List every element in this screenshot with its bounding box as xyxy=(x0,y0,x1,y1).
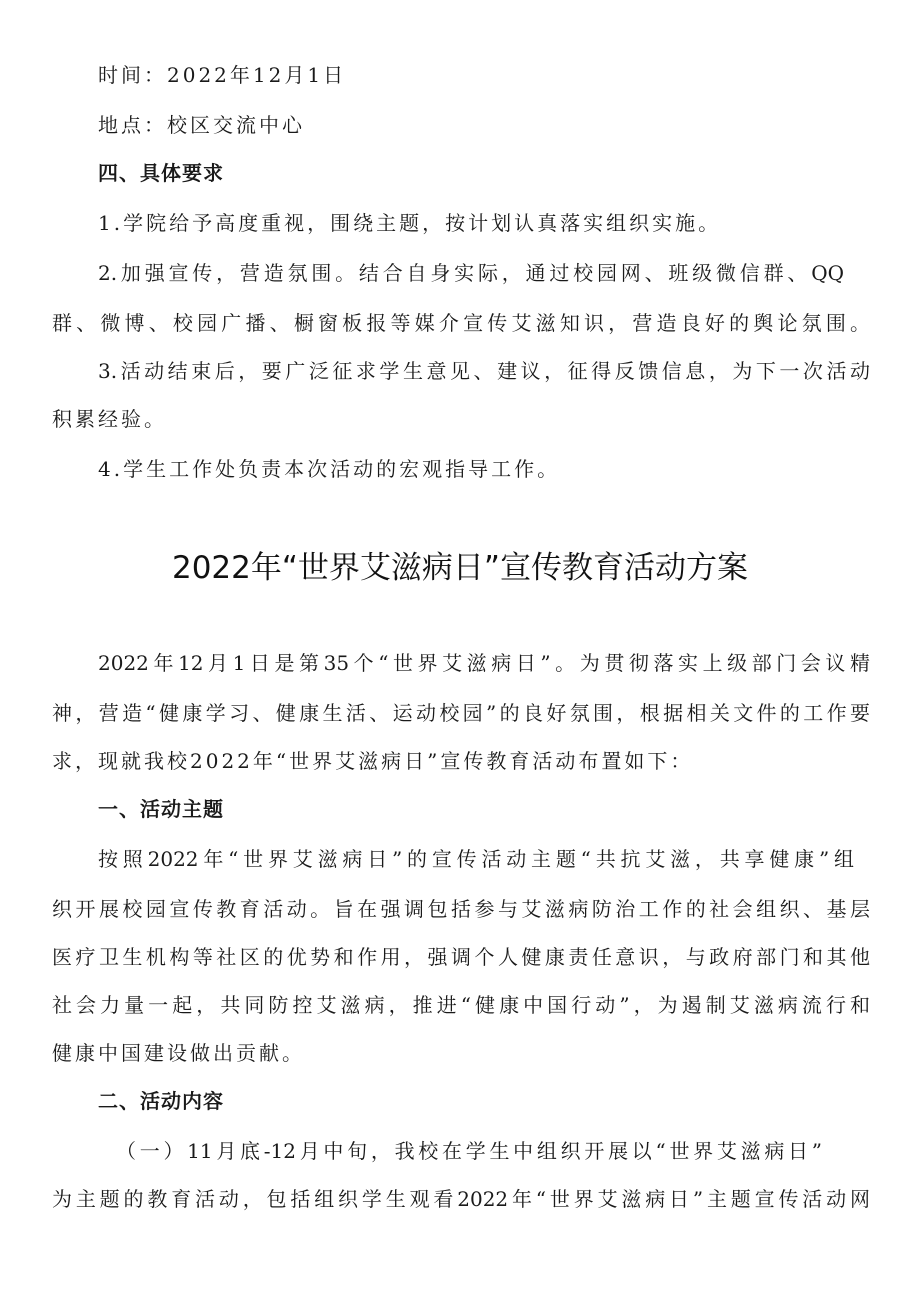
section-heading-requirements: 四、具体要求 xyxy=(98,161,224,185)
intro-paragraph-line-1: 2022年12月1日是第35个“世界艾滋病日”。为贯彻落实上级部门会议精 xyxy=(98,651,870,675)
intro-paragraph-line-3: 求，现就我校2022年“世界艾滋病日”宣传教育活动布置如下： xyxy=(52,749,694,773)
event-time-line: 时间：2022年12月1日 xyxy=(98,63,347,87)
section-heading-theme: 一、活动主题 xyxy=(98,797,224,821)
document-title: 2022年“世界艾滋病日”宣传教育活动方案 xyxy=(171,550,748,586)
theme-paragraph-line-4: 社会力量一起，共同防控艾滋病，推进“健康中国行动”，为遏制艾滋病流行和 xyxy=(52,993,870,1017)
content-paragraph-line-2: 为主题的教育活动，包括组织学生观看2022年“世界艾滋病日”主题宣传活动网 xyxy=(52,1187,870,1211)
requirement-item-2-line-1: 2.加强宣传，营造氛围。结合自身实际，通过校园网、班级微信群、QQ xyxy=(98,261,844,285)
content-paragraph-line-1: （一）11月底-12月中旬，我校在学生中组织开展以“世界艾滋病日” xyxy=(116,1139,822,1163)
requirement-item-3-line-1: 3.活动结束后，要广泛征求学生意见、建议，征得反馈信息，为下一次活动 xyxy=(98,359,870,383)
intro-paragraph-line-2: 神，营造“健康学习、健康生活、运动校园”的良好氛围，根据相关文件的工作要 xyxy=(52,701,870,725)
section-heading-content: 二、活动内容 xyxy=(98,1089,224,1113)
theme-paragraph-line-5: 健康中国建设做出贡献。 xyxy=(52,1041,305,1065)
theme-paragraph-line-2: 织开展校园宣传教育活动。旨在强调包括参与艾滋病防治工作的社会组织、基层 xyxy=(52,897,870,921)
requirement-item-4: 4.学生工作处负责本次活动的宏观指导工作。 xyxy=(98,457,561,481)
requirement-item-1: 1.学院给予高度重视，围绕主题，按计划认真落实组织实施。 xyxy=(98,211,722,235)
requirement-item-2-line-2: 群、微博、校园广播、橱窗板报等媒介宣传艾滋知识，营造良好的舆论氛围。 xyxy=(52,311,870,335)
requirement-item-3-line-2: 积累经验。 xyxy=(52,407,167,431)
event-place-line: 地点：校区交流中心 xyxy=(98,113,305,137)
theme-paragraph-line-1: 按照2022年“世界艾滋病日”的宣传活动主题“共抗艾滋，共享健康”组 xyxy=(98,847,854,871)
theme-paragraph-line-3: 医疗卫生机构等社区的优势和作用，强调个人健康责任意识，与政府部门和其他 xyxy=(52,945,870,969)
